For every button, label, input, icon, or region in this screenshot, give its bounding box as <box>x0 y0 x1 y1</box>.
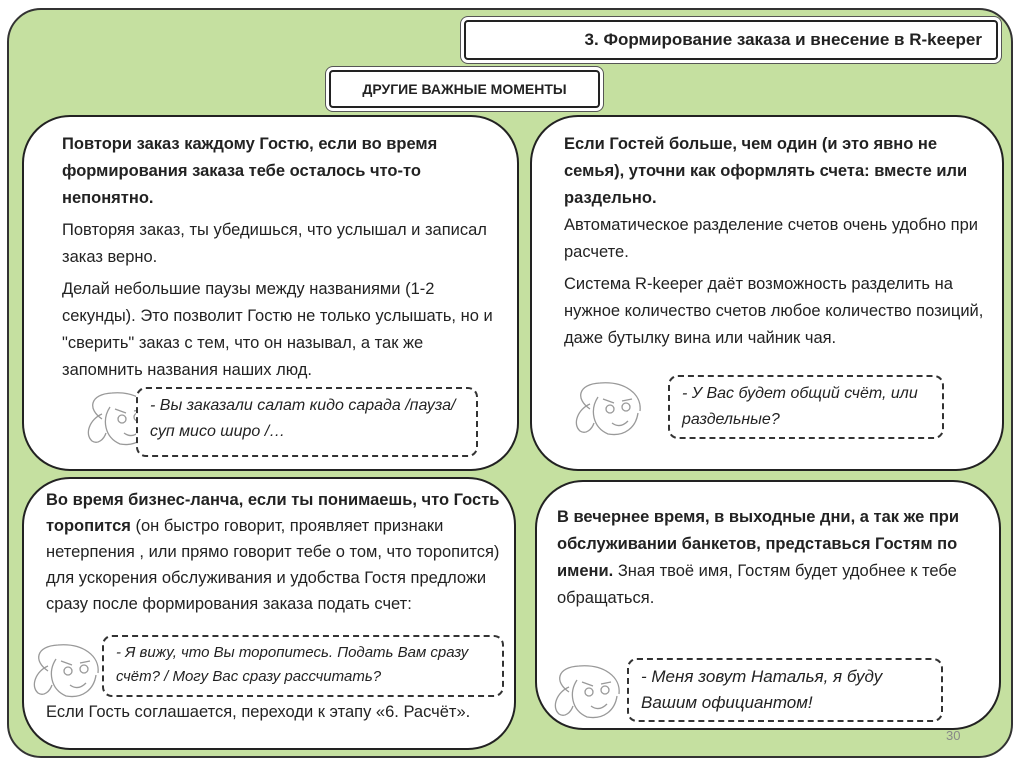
waitress-face-icon <box>549 662 629 722</box>
card-text: Если Гость соглашается, переходи к этапу «6. Расчёт». <box>46 703 471 721</box>
card-heading: Повтори заказ каждому Гостю, если во время формирования заказа тебе осталось что-то непонятно. <box>62 135 438 207</box>
quote-bubble: - Меня зовут Наталья, я буду Вашим официантом! <box>627 658 943 722</box>
waitress-face-icon <box>28 641 108 701</box>
section-subtitle: ДРУГИЕ ВАЖНЫЕ МОМЕНТЫ <box>329 70 600 108</box>
card-heading: Во время бизнес-ланча, если ты понимаешь, что Гость торопится <box>46 491 500 535</box>
card-heading: Если Гостей больше, чем один (и это явно не семья), уточни как оформлять счета: вместе или раздельно. <box>564 135 968 207</box>
quote-bubble: - Вы заказали салат кидо сарада /пауза/ суп мисо широ /… <box>136 387 478 457</box>
card-business-lunch <box>22 477 516 750</box>
card-text: Повторяя заказ, ты убедишься, что услышал и записал заказ верно. <box>62 221 487 266</box>
card-text: Система R-keeper даёт возможность разделить на нужное количество счетов любое количество позиций, даже бутылку вина или чайник чая. <box>564 275 984 347</box>
card-text: Зная твоё имя, Гостям будет удобнее к тебе обращаться. <box>557 562 957 607</box>
card-text: Делай небольшие паузы между названиями (1-2 секунды). Это позволит Гостю не только услышать, но и "сверить" заказ с тем, что он называл, а так же запомнить названия наших люд. <box>62 280 493 379</box>
waitress-face-icon <box>570 379 650 439</box>
card-text: (он быстро говорит, проявляет признаки нетерпения , или прямо говорит тебе о том, что торопится) для ускорения обслуживания и удобства Гостя предложи сразу после формирования заказа подать счет: <box>46 517 500 613</box>
quote-bubble: - У Вас будет общий счёт, или раздельные? <box>668 375 944 439</box>
card-heading: В вечернее время, в выходные дни, а так же при обслуживании банкетов, представься Гостям по имени. <box>557 508 960 580</box>
slide-title: 3. Формирование заказа и внесение в R-keeper <box>464 20 998 60</box>
page-number: 30 <box>946 728 961 743</box>
card-split-bill <box>530 115 1004 471</box>
quote-bubble: - Я вижу, что Вы торопитесь. Подать Вам сразу счёт? / Могу Вас сразу рассчитать? <box>102 635 504 697</box>
card-text: Автоматическое разделение счетов очень удобно при расчете. <box>564 216 978 261</box>
card-repeat-order <box>22 115 519 471</box>
card-introduce-name <box>535 480 1001 730</box>
